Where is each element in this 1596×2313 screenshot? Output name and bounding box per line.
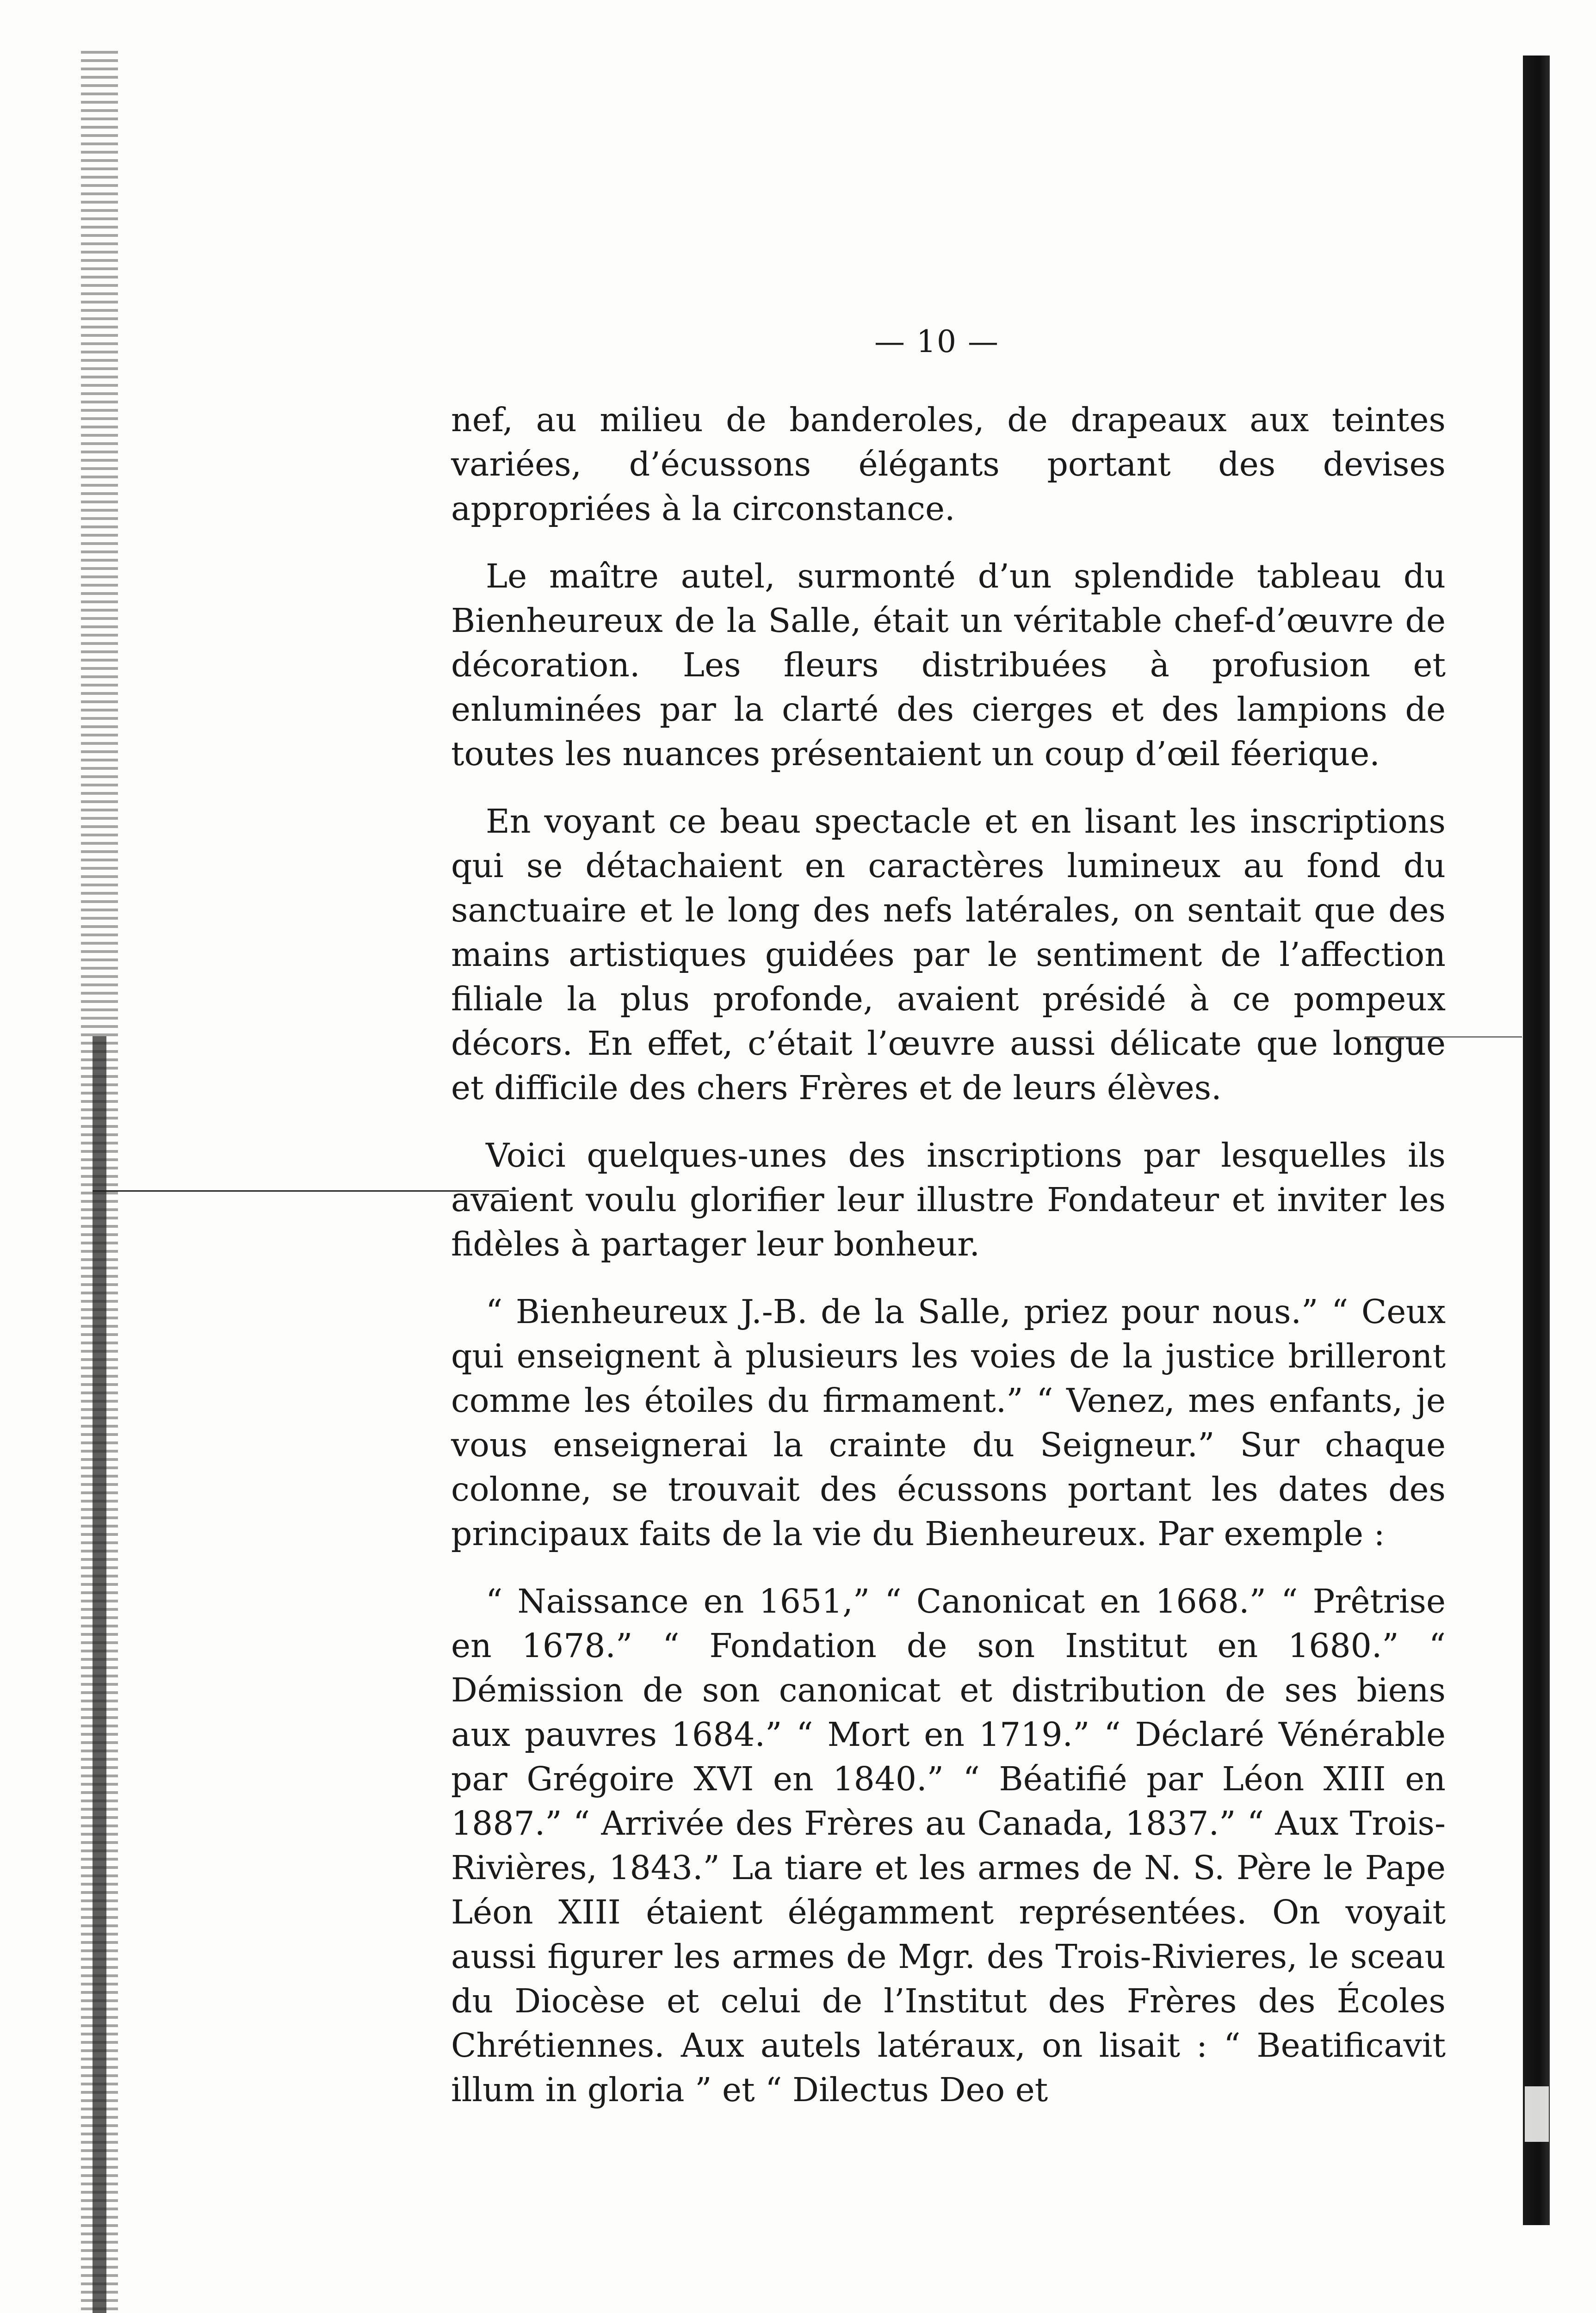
page-number: — 10 — xyxy=(874,324,999,359)
scan-right-edge-gap xyxy=(1525,2086,1549,2142)
paragraph: Le maître autel, surmonté d’un splendide tableau du Bienheureux de la Salle, était un véritable chef-d’œuvre de décoration. Les fleurs distribuées à profusion et enluminées par la clarté des cierges et des lampions de toutes les nuances présentaient un coup d’œil féerique. xyxy=(451,557,1446,773)
paragraph: Voici quelques-unes des inscriptions par lesquelles ils avaient voulu glorifier leur illustre Fondateur et inviter les fidèles à partager leur bonheur. xyxy=(451,1136,1446,1263)
paragraph: En voyant ce beau spectacle et en lisant les inscriptions qui se détachaient en caractères lumineux au fond du sanctuaire et le long des nefs latérales, on sentait que des mains artistiques guidées par le sentiment de l’affection filiale la plus profonde, avaient présidé à ce pompeux décors. En effet, c’était l’œuvre aussi délicate que longue et difficile des chers Frères et de leurs élèves. xyxy=(451,802,1446,1107)
scan-left-edge-shadow xyxy=(93,1036,106,2313)
paragraph: nef, au milieu de banderoles, de drapeaux aux teintes variées, d’écussons élégants portant des devises appropriées à la circonstance. xyxy=(451,401,1446,528)
scan-right-edge-shadow xyxy=(1523,56,1550,2225)
paragraph: “ Bienheureux J.-B. de la Salle, priez pour nous.” “ Ceux qui enseignent à plusieurs les voies de la justice brilleront comme les étoiles du firmament.” “ Venez, mes enfants, je vous enseignerai la crainte du Seigneur.” Sur chaque colonne, se trouvait des écussons portant les dates des principaux faits de la vie du Bienheureux. Par exemple : xyxy=(451,1293,1446,1553)
body-text xyxy=(451,398,1446,2135)
paragraph: “ Naissance en 1651,” “ Canonicat en 1668.” “ Prêtrise en 1678.” “ Fondation de son Institut en 1680.” “ Démission de son canonicat et distribution de ses biens aux pauvres 1684.” “ Mort en 1719.” “ Déclaré Vénérable par Grégoire XVI en 1840.” “ Béatifié par Léon XIII en 1887.” “ Arrivée des Frères au Canada, 1837.” “ Aux Trois-Rivières, 1843.” La tiare et les armes de N. S. Père le Pape Léon XIII étaient élégamment représentées. On voyait aussi figurer les armes de Mgr. des Trois-Rivieres, le sceau du Diocèse et celui de l’Institut des Frères des Écoles Chrétiennes. Aux autels latéraux, on lisait : “ Beatificavit illum in gloria ” et “ Dilectus Deo et xyxy=(451,1582,1446,2109)
scan-crease-line xyxy=(93,1190,509,1192)
